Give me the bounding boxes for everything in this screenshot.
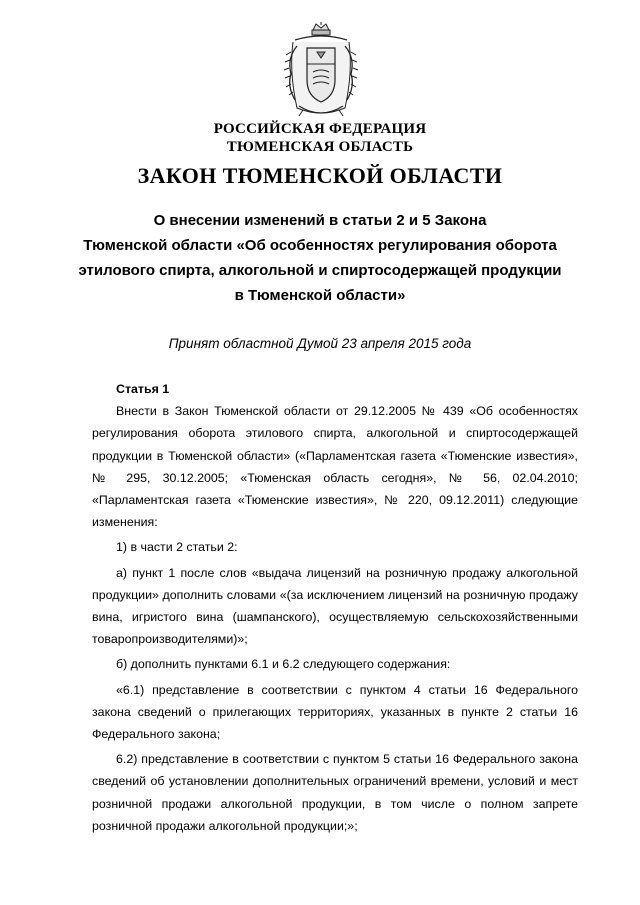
article-heading: Статья 1 — [116, 382, 170, 396]
article-paragraph: а) пункт 1 после слов «выдача лицензий на розничную продажу алкогольной продукции» дополнить словами «(за исключением лицензий на розничную продажу вина, игристого вина (шампанского), осуществляемую сельскохозяйственными товаропроизводителями)»; — [92, 565, 578, 647]
article-paragraph: Внести в Закон Тюменской области от 29.12.2005 № 439 «Об особенностях регулирования оборота этилового спирта, алкогольной и спиртосодержащей продукции в Тюменской области» («Парламентская газета «Тюменские известия», № 295, 30.12.2005; «Тюменская область сегодня», № 56, 02.04.2010; «Парламентская газета «Тюменские известия», № 220, 09.12.2011) следующие изменения: — [92, 404, 578, 530]
subject-line: О внесении изменений в статьи 2 и 5 Закона — [153, 212, 487, 229]
tyumen-region-coat-of-arms-icon — [283, 22, 359, 122]
subject-line: этилового спирта, алкогольной и спиртосодержащей продукции — [78, 262, 562, 279]
region-heading: ТЮМЕНСКАЯ ОБЛАСТЬ — [226, 139, 414, 155]
article-paragraph: б) дополнить пунктами 6.1 и 6.2 следующего содержания: — [116, 657, 451, 672]
article-paragraph: 1) в части 2 статьи 2: — [116, 540, 238, 555]
article-body — [92, 378, 578, 837]
subject-line: в Тюменской области» — [234, 287, 406, 304]
document-type-title: ЗАКОН ТЮМЕНСКОЙ ОБЛАСТИ — [137, 163, 503, 188]
article-paragraph: «6.1) представление в соответствии с пунктом 4 статьи 16 Федерального закона сведений о прилегающих территориях, указанных в пункте 2 статьи 16 Федерального закона; — [92, 682, 578, 742]
country-heading: РОССИЙСКАЯ ФЕДЕРАЦИЯ — [213, 121, 427, 137]
article-paragraph: 6.2) представление в соответствии с пунктом 5 статьи 16 Федерального закона сведений об установлении дополнительных ограничений времени, условий и мест розничной продажи алкогольной продукции, в том числе о полном запрете розничной продажи алкогольной продукции;»; — [92, 752, 578, 833]
adoption-note: Принят областной Думой 23 апреля 2015 года — [168, 336, 472, 351]
subject-line: Тюменской области «Об особенностях регулирования оборота — [83, 237, 557, 254]
law-subject — [60, 208, 580, 308]
